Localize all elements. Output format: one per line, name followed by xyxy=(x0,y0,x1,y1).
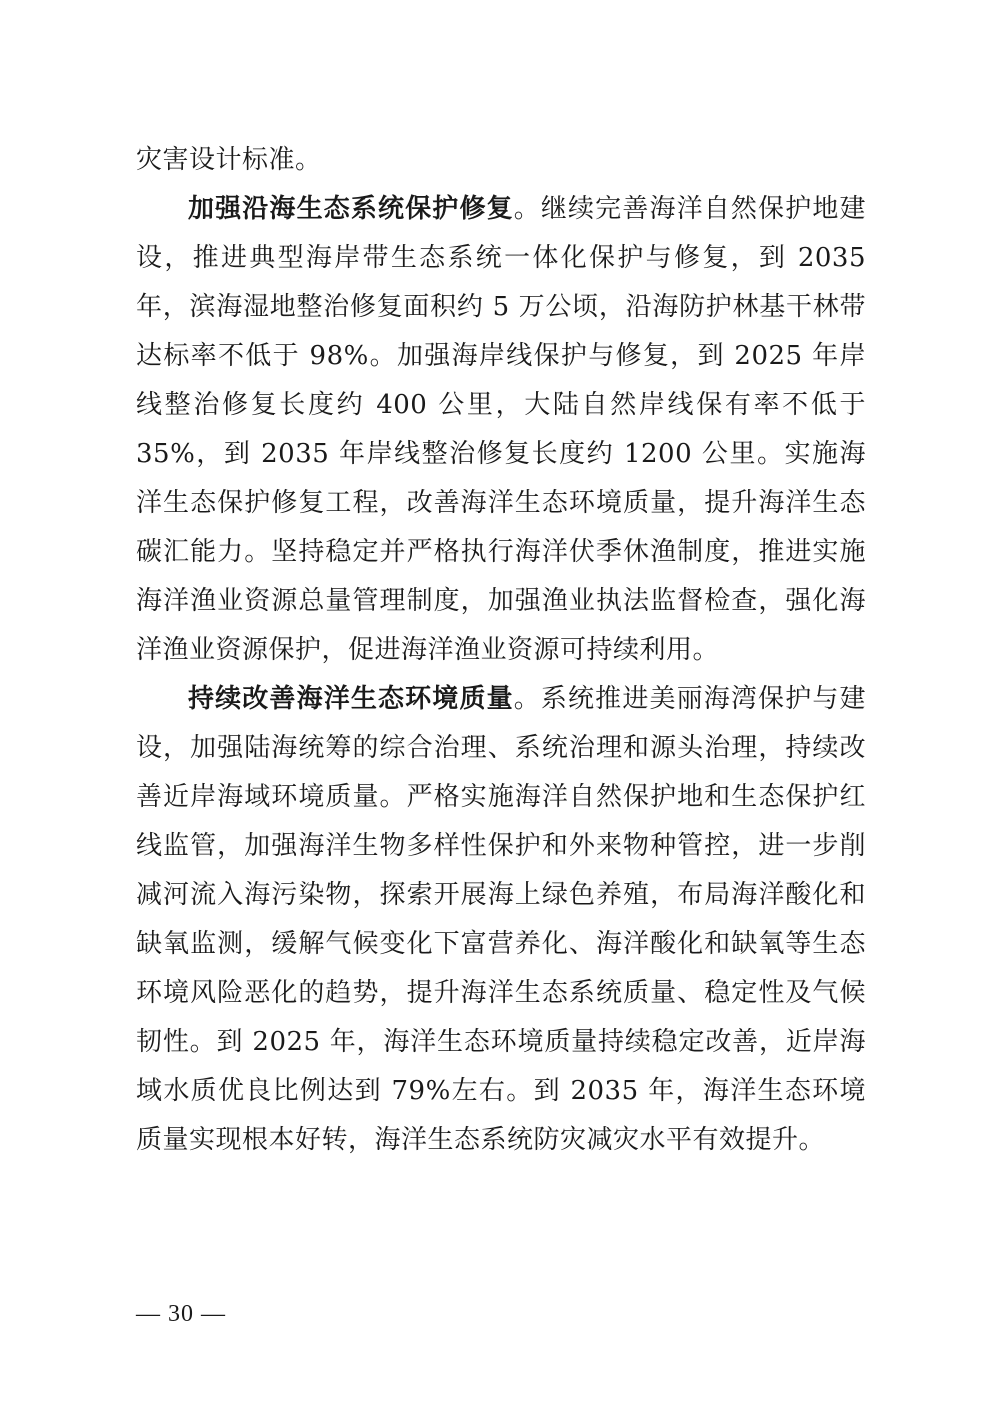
paragraph-continuation xyxy=(136,136,866,185)
document-page xyxy=(136,136,866,1165)
page-number: — 30 — xyxy=(136,1301,226,1327)
paragraph-body: 。系统推进美丽海湾保护与建设，加强陆海统筹的综合治理、系统治理和源头治理，持续改善近岸海域环境质量。严格实施海洋自然保护地和生态保护红线监管，加强海洋生物多样性保护和外来物种管控，进一步削减河流入海污染物，探索开展海上绿色养殖，布局海洋酸化和缺氧监测，缓解气候变化下富营养化、海洋酸化和缺氧等生态环境风险恶化的趋势，提升海洋生态系统质量、稳定性及气候韧性。到 2025 年，海洋生态环境质量持续稳定改善，近岸海域水质优良比例达到 79%左右。到 2035 年，海洋生态环境质量实现根本好转，海洋生态系统防灾减灾水平有效提升。 xyxy=(136,684,866,1155)
paragraph-heading: 加强沿海生态系统保护修复 xyxy=(188,194,514,224)
paragraph-body: 。继续完善海洋自然保护地建设，推进典型海岸带生态系统一体化保护与修复，到 2035 年，滨海湿地整治修复面积约 5 万公顷，沿海防护林基干林带达标率不低于 98%。加强海岸线保护与修复，到 2025 年岸线整治修复长度约 400 公里，大陆自然岸线保有率不低于 35%，到 2035 年岸线整治修复长度约 1200 公里。实施海洋生态保护修复工程，改善海洋生态环境质量，提升海洋生态碳汇能力。坚持稳定并严格执行海洋伏季休渔制度，推进实施海洋渔业资源总量管理制度，加强渔业执法监督检查，强化海洋渔业资源保护，促进海洋渔业资源可持续利用。 xyxy=(136,194,866,665)
paragraph-coastal-ecosystem xyxy=(136,185,866,675)
paragraph-marine-environment xyxy=(136,675,866,1165)
paragraph-body: 灾害设计标准。 xyxy=(136,145,322,175)
paragraph-heading: 持续改善海洋生态环境质量 xyxy=(188,684,514,714)
